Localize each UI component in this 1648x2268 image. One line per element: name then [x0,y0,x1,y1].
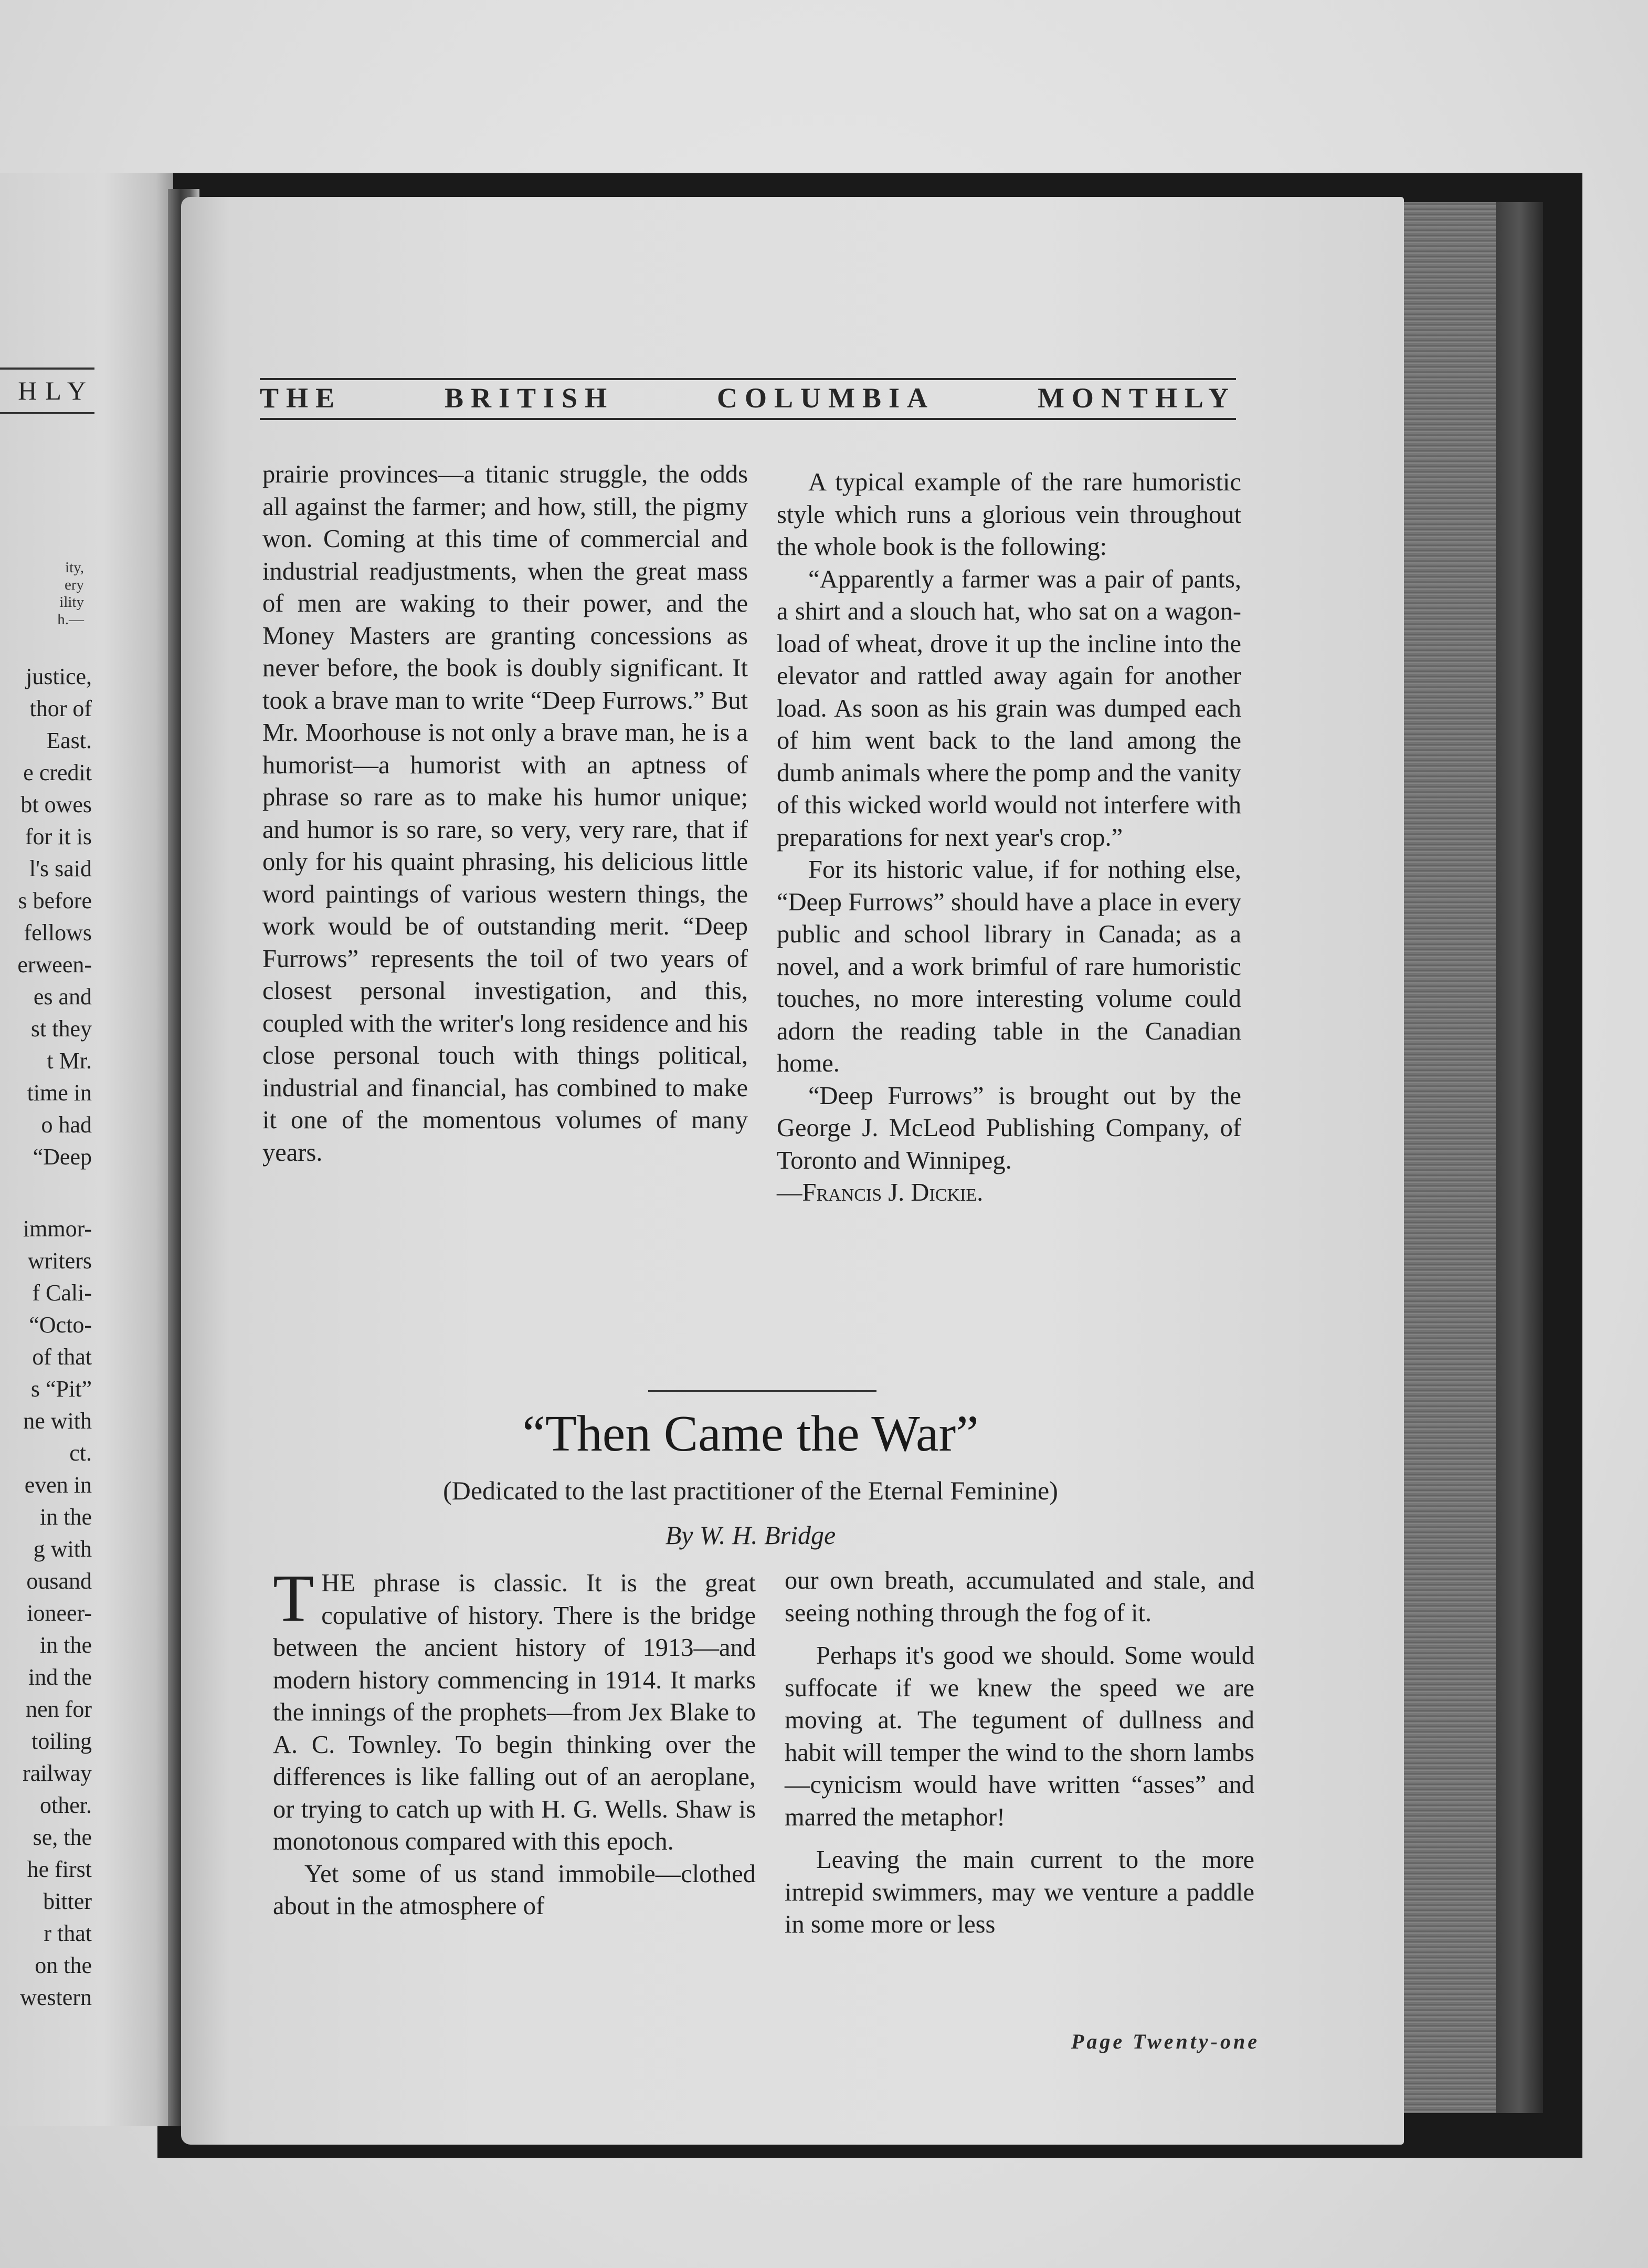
left-page-line: thor of [29,696,92,721]
left-page-line: justice, [26,664,92,689]
left-page-line: bt owes [20,792,92,817]
left-page-line: g with [33,1536,92,1562]
left-running-head: HLY [18,376,94,405]
drop-cap: T [273,1561,314,1635]
article-column-1 [273,1561,756,1923]
left-page-text-a [0,660,92,1173]
article-dedication: (Dedicated to the last practitioner of the Eternal Feminine) [443,1476,1058,1505]
left-page-line: r that [44,1920,92,1946]
review-paragraph: “Deep Furrows” is brought out by the George J. McLeod Publishing Company, of Toronto and Winnipeg. [777,1082,1241,1174]
left-page-line: on the [35,1952,92,1978]
left-page-line: bitter [43,1888,92,1914]
left-page-line: erween- [17,952,92,978]
article-column-2 [785,1564,1254,1941]
left-page-line: s “Pit” [30,1376,92,1402]
left-page-line: even in [24,1472,92,1498]
page-edges [1399,202,1543,2113]
review-column-1 [262,458,748,1169]
left-page-line: “Octo- [29,1312,92,1338]
head-rule-top [260,378,1236,380]
left-page-rule-top [0,368,94,370]
left-page-line: nen for [26,1696,92,1722]
article-paragraph: Leaving the main current to the more intrepid swimmers, may we venture a paddle in some more or less [785,1846,1254,1938]
head-rule-bottom [260,418,1236,420]
left-page-line: time in [27,1080,92,1106]
left-page-line: of that [32,1344,92,1370]
left-page-line: in the [40,1632,92,1658]
left-page-line: st they [30,1016,92,1042]
running-head-word: COLUMBIA [717,382,935,414]
left-page-line: railway [23,1760,92,1786]
left-page-line: fellows [24,920,92,946]
left-page-line: s before [18,888,92,914]
left-page-line: ioneer- [27,1600,92,1626]
left-note-line: h.— [57,611,84,628]
running-head [260,382,1236,414]
left-page-note [5,559,84,628]
review-quote: “Apparently a farmer was a pair of pants, a shirt and a slouch hat, who sat on a wagon-load of wheat, drove it up the incline into the elevator and rattled away again for another load. As soon as his grain was dumped each of him went back to the land among the dumb animals where the pomp and the vanity of this wicked world would not interfere with preparations for next year's crop.” [777,565,1241,852]
left-page-line: f Cali- [32,1280,92,1306]
section-divider [648,1390,876,1392]
running-head-word: BRITISH [444,382,615,414]
left-page-line: immor- [23,1216,92,1242]
left-page-line: western [20,1984,92,2010]
left-note-line: ity, [65,559,84,576]
article-paragraph-text: HE phrase is classic. It is the great copulative of history. There is the bridge between the ancient history of 1913—and modern history commencing in 1914. It marks the innings of the prophets—from Jex Blake to A. C. Townley. To begin thinking over the differences is like falling out of an aeroplane, or trying to catch up with H. G. Wells. Shaw is monotonous compared with this epoch. [273,1569,756,1855]
left-note-line: ery [64,576,84,593]
left-page-line: for it is [25,824,92,849]
page-number: Page Twenty-one [1071,2030,1260,2053]
left-page-line: es and [33,984,92,1010]
left-page-line: “Deep [33,1144,92,1170]
left-page-line: ne with [23,1408,92,1434]
left-page-line: ousand [26,1568,92,1594]
article-paragraph: our own breath, accumulated and stale, and seeing nothing through the fog of it. [785,1567,1254,1627]
left-page-rule-bottom [0,412,94,414]
left-page-text-b [0,1213,92,2013]
review-signature: —Francis J. Dickie. [777,1179,984,1206]
left-page-line: t Mr. [47,1048,92,1074]
left-page-line: writers [27,1248,92,1274]
article-paragraph: Perhaps it's good we should. Some would suffocate if we knew the speed we are moving at. The tegument of dullness and habit will temper the wind to the shorn lambs—cynicism would have written “asses” and marred the metaphor! [785,1642,1254,1831]
left-page-line: o had [41,1112,92,1138]
left-page-line: l's said [29,856,92,881]
left-page-line: he first [27,1856,92,1882]
article-byline: By W. H. Bridge [665,1520,836,1550]
left-page-line: e credit [23,760,92,785]
article-title: “Then Came the War” [522,1405,979,1462]
review-paragraph: A typical example of the rare humoristic style which runs a glorious vein throughout the whole book is the following: [777,468,1241,561]
article-paragraph [273,1561,756,1858]
left-note-line: ility [59,594,84,611]
left-page-line: toiling [31,1728,92,1754]
left-page-line: in the [40,1504,92,1530]
review-paragraph: prairie provinces—a titanic struggle, the odds all against the farmer; and how, still, the pigmy won. Coming at this time of commercial and industrial readjustments, when the great mass of men are waking to their power, and the Money Masters are granting concessions as never before, the book is doubly significant. It took a brave man to write “Deep Furrows.” But Mr. Moorhouse is not only a brave man, he is a humorist—a humorist with an aptness of phrase so rare as to make his humor unique; and humor is so rare, so very, very rare, that if only for his quaint phrasing, his delicious little word paintings of various western things, the work would be of outstanding merit. “Deep Furrows” represents the toil of two years of closest personal investigation, and this, coupled with the writer's long residence and his close personal touch with things political, industrial and financial, has combined to make it one of the momentous volumes of many years. [262,460,748,1167]
left-facing-page [0,173,173,2126]
left-page-line: East. [46,728,92,753]
article-paragraph: Yet some of us stand immobile—clothed about in the atmosphere of [273,1860,756,1920]
running-head-word: THE [260,382,342,414]
review-paragraph: For its historic value, if for nothing else, “Deep Furrows” should have a place in every public and school library in Canada; as a novel, and a work brimful of rare humoristic touches, no more interesting volume could adorn the reading table in the Canadian home. [777,856,1241,1077]
left-page-line: ct. [69,1440,92,1466]
left-page-line: ind the [28,1664,92,1690]
left-page-line: se, the [33,1824,92,1850]
running-head-word: MONTHLY [1037,382,1236,414]
review-column-2 [777,466,1241,1209]
left-page-line: other. [40,1792,92,1818]
